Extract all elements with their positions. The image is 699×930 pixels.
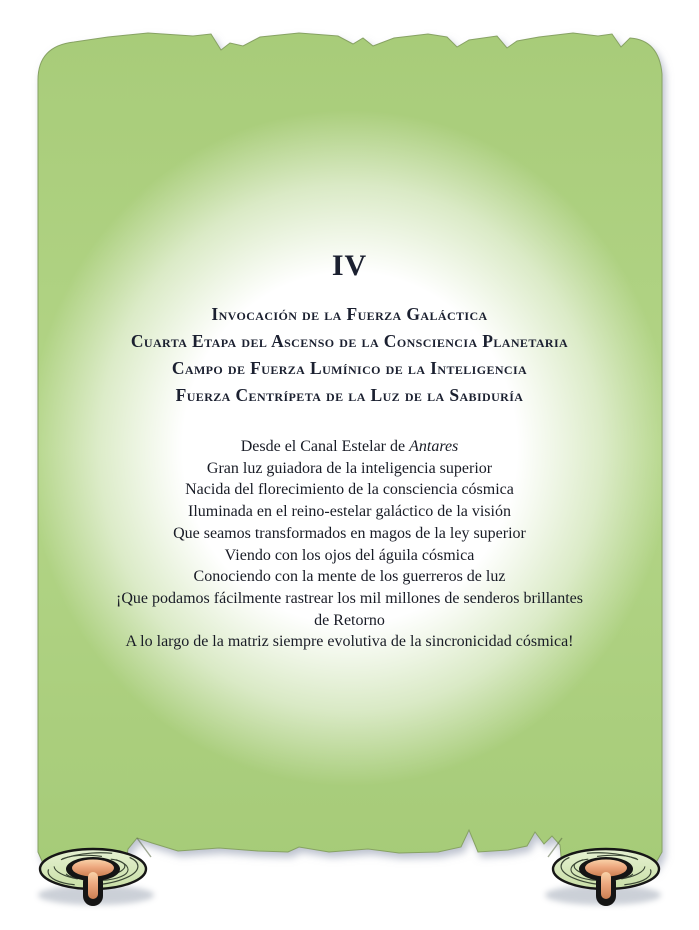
chapter-title bbox=[0, 301, 699, 409]
poem-line: Viendo con los ojos del águila cósmica bbox=[224, 546, 475, 564]
chapter-title-line: Fuerza Centrípeta de la Luz de la Sabiduría bbox=[175, 385, 524, 405]
poem-emphasis-antares: Antares bbox=[409, 438, 459, 455]
chapter-title-line: Invocación de la Fuerza Galáctica bbox=[211, 304, 488, 324]
poem-line: de Retorno bbox=[314, 611, 385, 629]
poem-line bbox=[0, 436, 699, 458]
poem-line: Iluminada en el reino-estelar galáctico de la visión bbox=[188, 503, 511, 521]
poem-line: Que seamos transformados en magos de la ley superior bbox=[173, 524, 526, 542]
poem-line: A lo largo de la matriz siempre evolutiva de la sincronicidad cósmica! bbox=[125, 633, 574, 651]
poem-line: Nacida del florecimiento de la consciencia cósmica bbox=[185, 481, 514, 499]
poem-line-text: Desde el Canal Estelar de bbox=[240, 438, 406, 455]
poem-line: Conociendo con la mente de los guerreros de luz bbox=[193, 568, 506, 586]
chapter-title-line: Campo de Fuerza Lumínico de la Inteligencia bbox=[171, 358, 528, 378]
chapter-title-line: Cuarta Etapa del Ascenso de la Consciencia Planetaria bbox=[130, 331, 569, 351]
poem-line: Gran luz guiadora de la inteligencia superior bbox=[206, 459, 493, 477]
invocation-poem bbox=[0, 436, 699, 653]
chapter-number: IV bbox=[331, 249, 368, 282]
poem-line: ¡Que podamos fácilmente rastrear los mil millones de senderos brillantes bbox=[116, 589, 583, 607]
